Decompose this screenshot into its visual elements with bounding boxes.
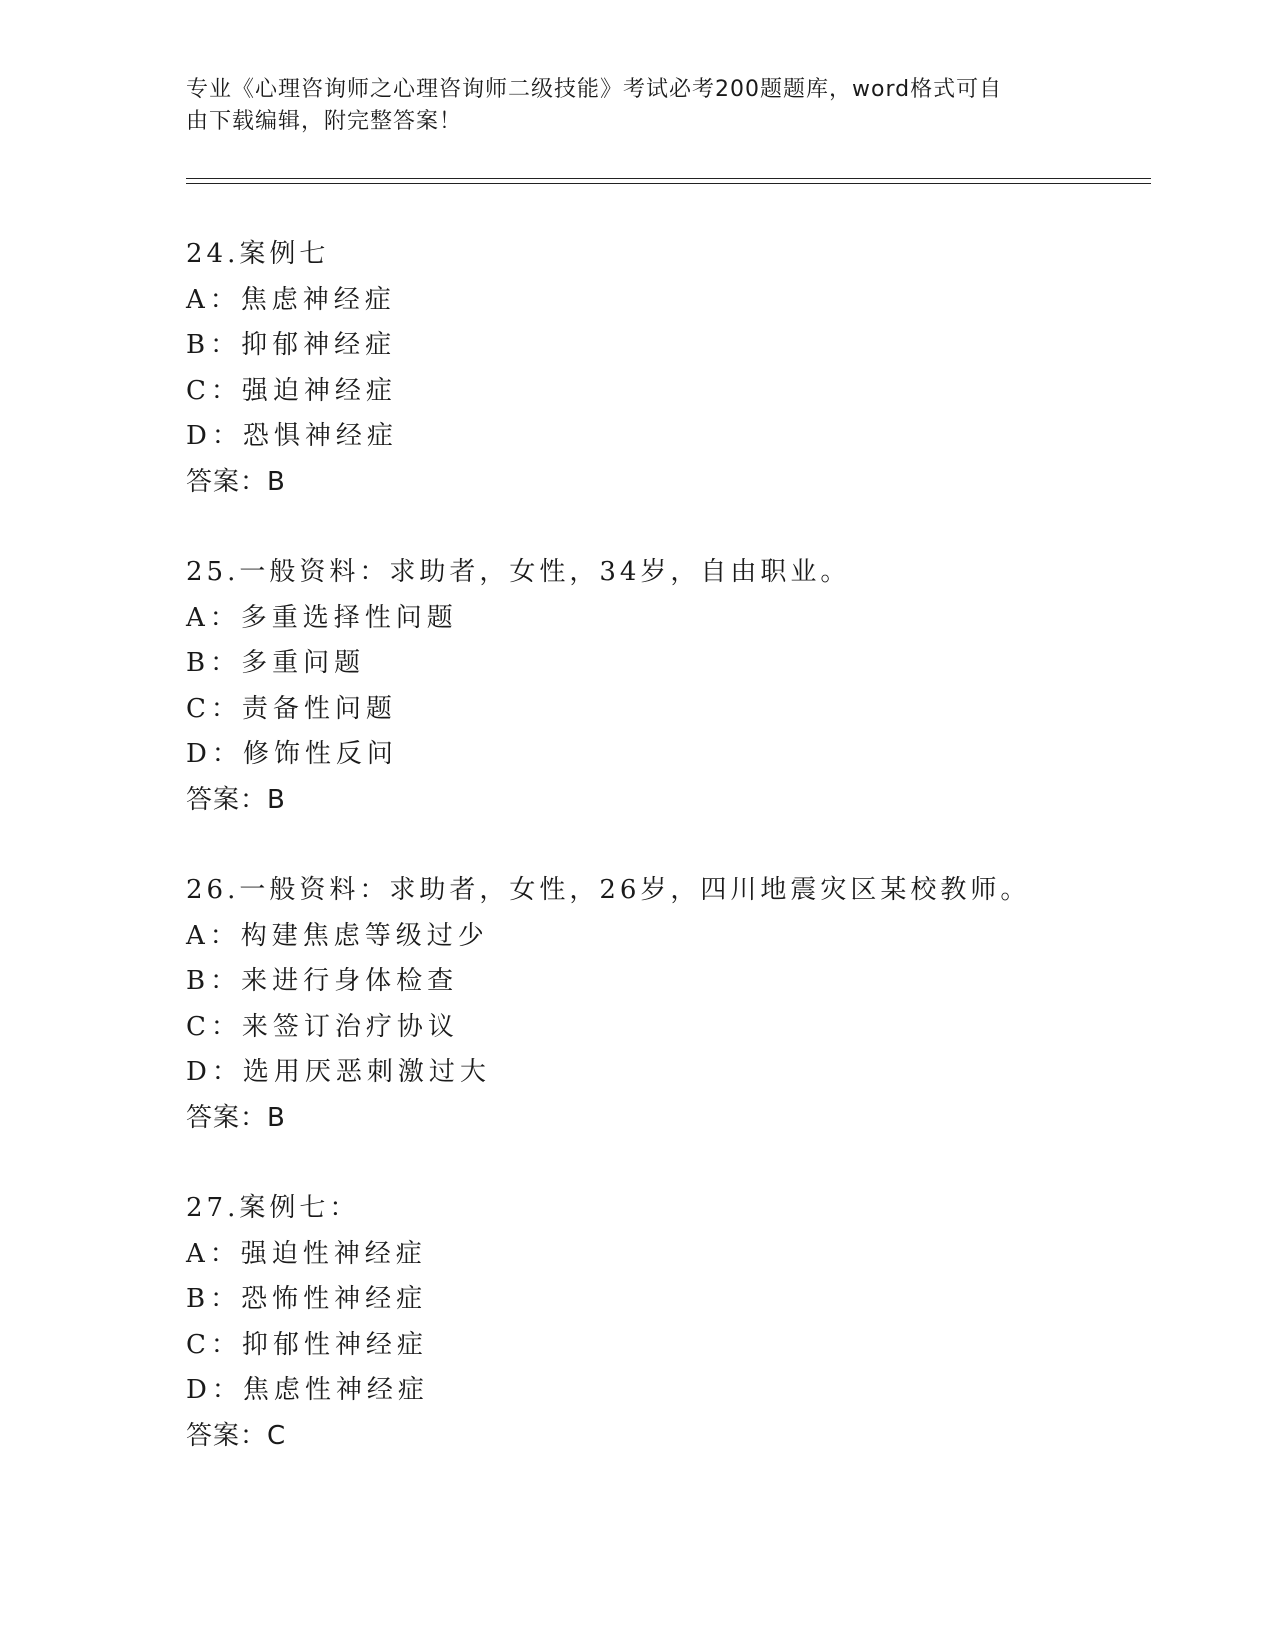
option-d: D：修饰性反问: [186, 739, 398, 769]
question-26: [186, 868, 1086, 1141]
document-header: [186, 74, 1066, 138]
option-c: C：责备性问题: [186, 693, 397, 724]
answer-line: 答案：C: [186, 1420, 287, 1451]
answer-line: 答案：B: [186, 466, 286, 497]
answer-line: 答案：B: [186, 1102, 286, 1133]
header-divider-top: [186, 178, 1151, 179]
option-a: A：构建焦虑等级过少: [186, 920, 489, 951]
option-a: A：多重选择性问题: [186, 602, 458, 633]
question-stem: 24.案例七: [186, 239, 330, 269]
header-line-1: 专业《心理咨询师之心理咨询师二级技能》考试必考200题题库，word格式可自: [186, 77, 1003, 102]
option-b: B：抑郁神经症: [186, 330, 397, 360]
option-a: A：强迫性神经症: [186, 1238, 427, 1269]
option-b: B：恐怖性神经症: [186, 1284, 428, 1314]
option-d: D：恐惧神经症: [186, 421, 398, 451]
option-d: D：选用厌恶刺激过大: [186, 1057, 491, 1087]
option-b: B：多重问题: [186, 648, 366, 678]
option-c: C：来签订治疗协议: [186, 1011, 459, 1042]
question-25: [186, 550, 1086, 823]
option-c: C：抑郁性神经症: [186, 1329, 428, 1360]
option-a: A：焦虑神经症: [186, 284, 396, 315]
option-d: D：焦虑性神经症: [186, 1375, 429, 1405]
option-c: C：强迫神经症: [186, 375, 397, 406]
question-stem: 26.一般资料：求助者，女性，26岁，四川地震灾区某校教师。: [186, 875, 1031, 905]
option-b: B：来进行身体检查: [186, 966, 459, 996]
answer-line: 答案：B: [186, 784, 286, 815]
header-line-2: 由下载编辑，附完整答案！: [186, 109, 463, 134]
question-24: [186, 232, 1086, 505]
question-stem: 25.一般资料：求助者，女性，34岁，自由职业。: [186, 557, 851, 587]
header-divider-bottom: [186, 183, 1151, 184]
question-27: [186, 1186, 1086, 1459]
question-stem: 27.案例七：: [186, 1193, 360, 1223]
